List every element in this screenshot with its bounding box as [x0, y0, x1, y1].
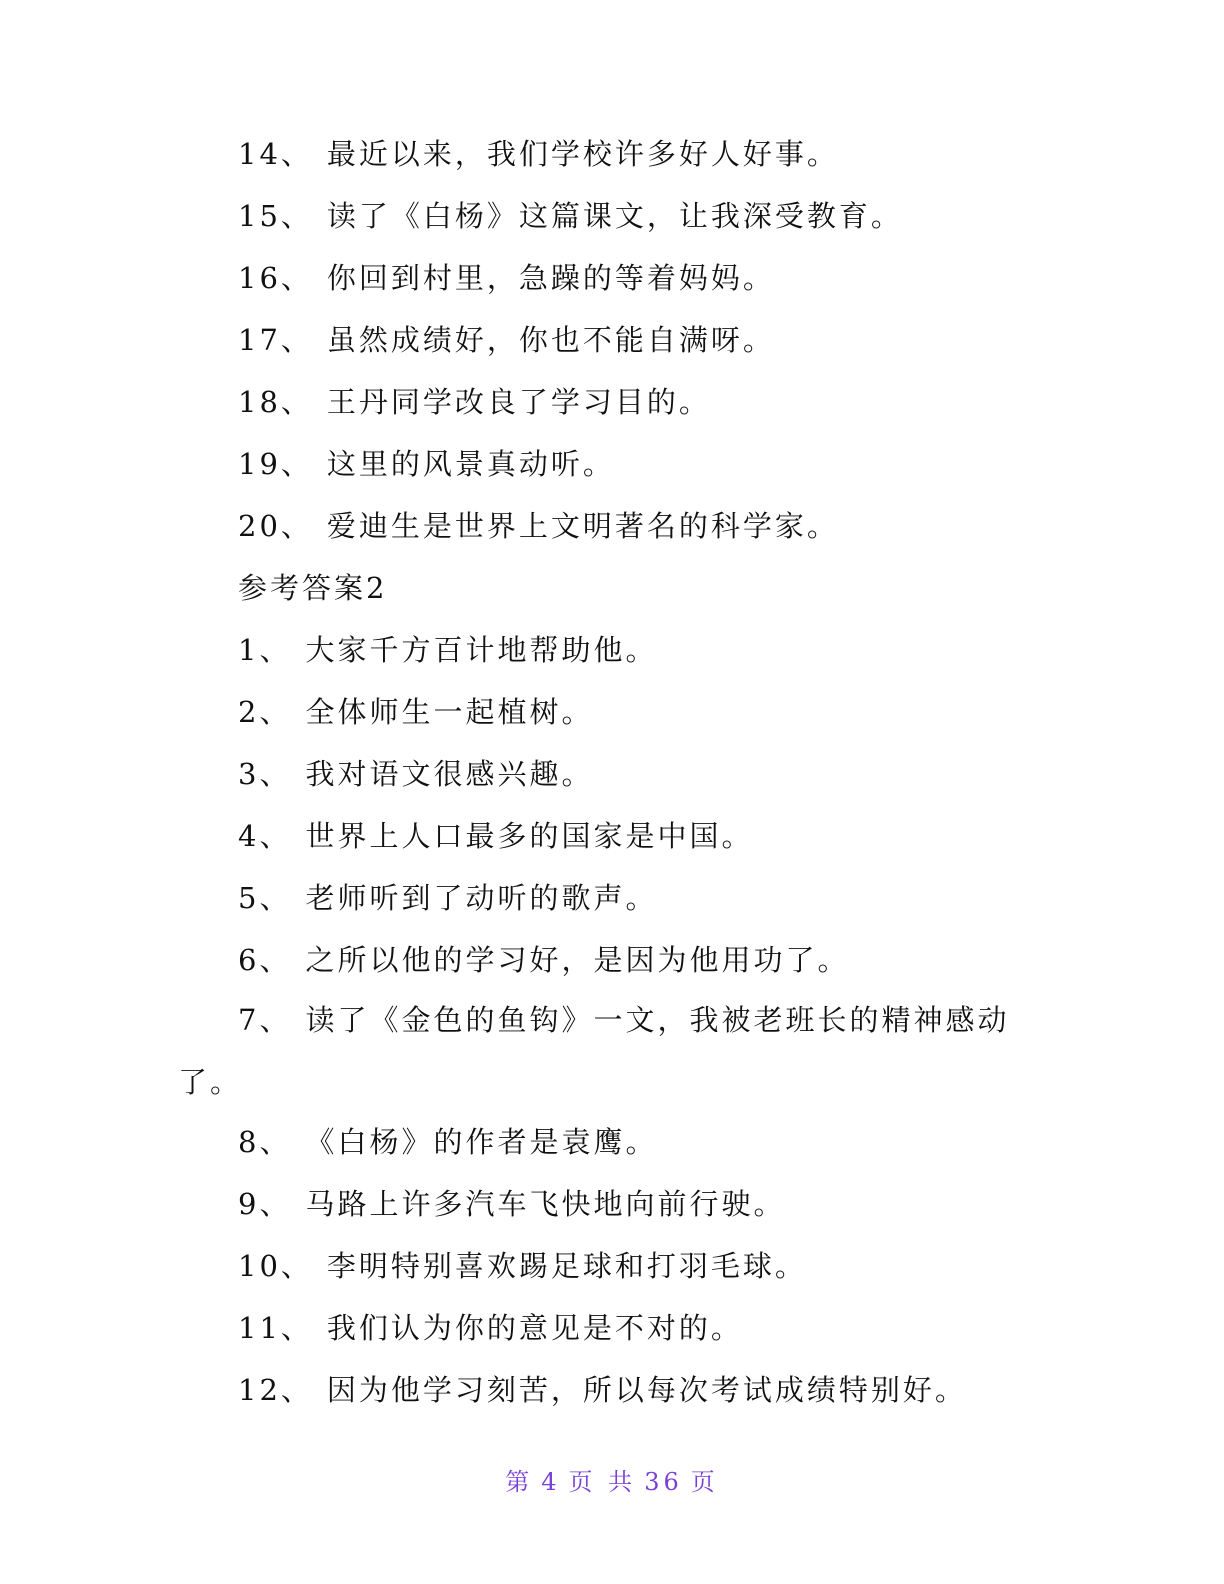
- item-separator: 、: [280, 509, 313, 543]
- item-separator: 、: [259, 633, 292, 667]
- item-text: 我对语文很感兴趣。: [305, 757, 594, 791]
- item-separator: 、: [280, 199, 313, 233]
- list-item: [238, 1122, 657, 1162]
- item-separator: 、: [280, 137, 313, 171]
- item-number: 2: [238, 695, 260, 729]
- item-separator: 、: [280, 447, 313, 481]
- item-text: 马路上许多汽车飞快地向前行驶。: [305, 1187, 786, 1221]
- item-text: 这里的风景真动听。: [326, 447, 615, 481]
- list-item-continuation: 了。: [178, 1065, 243, 1099]
- footer-suffix: 页: [690, 1468, 719, 1496]
- list-item: [238, 320, 775, 360]
- item-text: 读了《白杨》这篇课文，让我深受教育。: [326, 199, 903, 233]
- list-item: [238, 1246, 807, 1286]
- list-item: [238, 444, 615, 484]
- item-number: 8: [238, 1125, 260, 1159]
- item-text: 大家千方百计地帮助他。: [305, 633, 658, 667]
- item-separator: 、: [259, 695, 292, 729]
- list-item: [238, 816, 753, 856]
- item-text: 全体师生一起植树。: [305, 695, 594, 729]
- item-text: 老师听到了动听的歌声。: [305, 881, 658, 915]
- list-item: [238, 1370, 967, 1410]
- item-number: 12: [238, 1373, 281, 1407]
- item-number: 20: [238, 509, 281, 543]
- item-text: 你回到村里，急躁的等着妈妈。: [326, 261, 775, 295]
- item-number: 16: [238, 261, 281, 295]
- list-item: [238, 506, 839, 546]
- item-text: 王丹同学改良了学习目的。: [326, 385, 711, 419]
- footer-page-number: 4: [541, 1468, 561, 1496]
- section-title: 参考答案2: [238, 571, 388, 605]
- item-separator: 、: [259, 1187, 292, 1221]
- list-item: [238, 630, 657, 670]
- item-text: 最近以来，我们学校许多好人好事。: [326, 137, 839, 171]
- item-number: 3: [238, 757, 260, 791]
- item-number: 7: [238, 1003, 260, 1037]
- item-text: 因为他学习刻苦，所以每次考试成绩特别好。: [326, 1373, 967, 1407]
- item-separator: 、: [280, 1249, 313, 1283]
- item-number: 15: [238, 199, 281, 233]
- item-number: 11: [238, 1311, 281, 1345]
- item-separator: 、: [259, 757, 292, 791]
- list-item: [238, 196, 903, 236]
- item-text: 爱迪生是世界上文明著名的科学家。: [326, 509, 839, 543]
- item-separator: 、: [259, 881, 292, 915]
- item-separator: 、: [280, 1373, 313, 1407]
- item-number: 10: [238, 1249, 281, 1283]
- item-number: 17: [238, 323, 281, 357]
- list-item: [238, 134, 839, 174]
- list-item: [238, 692, 593, 732]
- item-number: 6: [238, 943, 260, 977]
- item-number: 14: [238, 137, 281, 171]
- list-item: [238, 382, 711, 422]
- list-item: [238, 1000, 1009, 1040]
- item-text: 虽然成绩好，你也不能自满呀。: [326, 323, 775, 357]
- item-separator: 、: [280, 261, 313, 295]
- page-footer: [0, 1462, 1224, 1497]
- item-number: 1: [238, 633, 260, 667]
- item-separator: 、: [259, 1003, 292, 1037]
- item-number: 18: [238, 385, 281, 419]
- list-item: [238, 258, 775, 298]
- item-text: 读了《金色的鱼钩》一文，我被老班长的精神感动: [305, 1003, 1010, 1037]
- item-number: 9: [238, 1187, 260, 1221]
- footer-middle: 页 共: [568, 1468, 637, 1496]
- item-number: 19: [238, 447, 281, 481]
- item-text: 李明特别喜欢踢足球和打羽毛球。: [326, 1249, 807, 1283]
- item-separator: 、: [259, 819, 292, 853]
- item-text: 《白杨》的作者是袁鹰。: [305, 1125, 658, 1159]
- list-item: [238, 1184, 785, 1224]
- item-text: 之所以他的学习好，是因为他用功了。: [305, 943, 850, 977]
- item-separator: 、: [280, 323, 313, 357]
- item-text: 我们认为你的意见是不对的。: [326, 1311, 743, 1345]
- list-item: [238, 940, 849, 980]
- item-separator: 、: [259, 1125, 292, 1159]
- list-item: [238, 878, 657, 918]
- item-separator: 、: [259, 943, 292, 977]
- item-number: 4: [238, 819, 260, 853]
- list-item: [238, 1308, 743, 1348]
- item-separator: 、: [280, 1311, 313, 1345]
- footer-prefix: 第: [505, 1468, 534, 1496]
- item-text: 世界上人口最多的国家是中国。: [305, 819, 754, 853]
- item-separator: 、: [280, 385, 313, 419]
- list-item: [238, 754, 593, 794]
- footer-total-pages: 36: [644, 1468, 683, 1496]
- item-number: 5: [238, 881, 260, 915]
